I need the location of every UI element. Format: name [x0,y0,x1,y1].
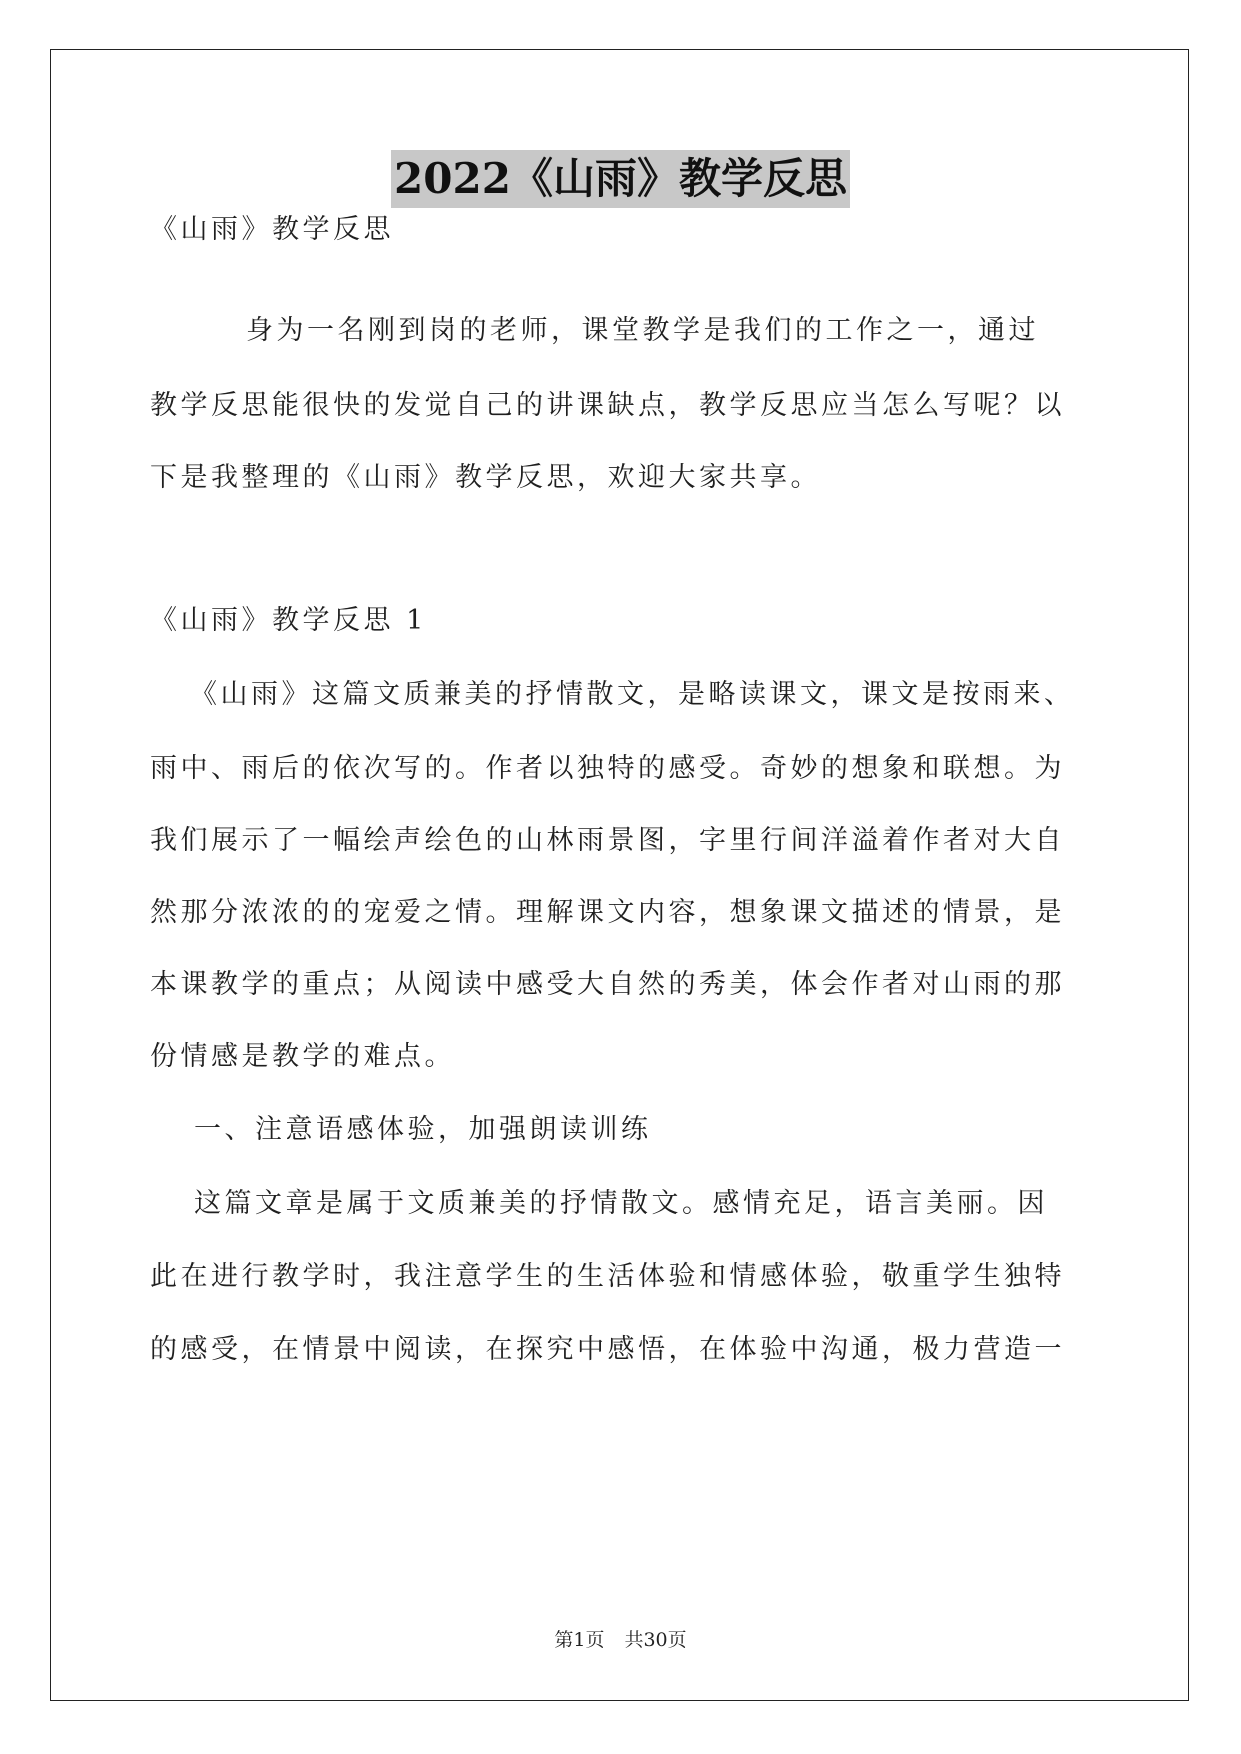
intro-line-2: 教学反思能很快的发觉自己的讲课缺点，教学反思应当怎么写呢？以 [150,390,1065,421]
intro-line-3: 下是我整理的《山雨》教学反思，欢迎大家共享。 [150,462,821,493]
intro-line-1: 身为一名刚到岗的老师，课堂教学是我们的工作之一，通过 [246,315,1039,346]
section1-line-5: 本课教学的重点；从阅读中感受大自然的秀美，体会作者对山雨的那 [150,969,1065,1000]
section1-line-4: 然那分浓浓的的宠爱之情。理解课文内容，想象课文描述的情景，是 [150,897,1065,928]
section1-line-3: 我们展示了一幅绘声绘色的山林雨景图，字里行间洋溢着作者对大自 [150,825,1065,856]
total-pages-label: 共30页 [624,1629,687,1651]
section1-line-1: 《山雨》这篇文质兼美的抒情散文，是略读课文，课文是按雨来、 [190,679,1075,710]
document-title-text: 2022《山雨》教学反思 [391,150,850,208]
document-subtitle: 《山雨》教学反思 [150,214,394,245]
section1-line-6: 份情感是教学的难点。 [150,1041,455,1072]
point1-line-3: 的感受，在情景中阅读，在探究中感悟，在体验中沟通，极力营造一 [150,1334,1065,1365]
document-title [0,150,1241,208]
point1-heading: 一、注意语感体验，加强朗读训练 [194,1114,652,1145]
section1-line-2: 雨中、雨后的依次写的。作者以独特的感受。奇妙的想象和联想。为 [150,753,1065,784]
page-number-label: 第1页 [554,1629,605,1651]
page-border [50,49,1189,1701]
page-footer [0,1628,1241,1652]
section1-heading: 《山雨》教学反思 1 [150,605,427,636]
point1-line-2: 此在进行教学时，我注意学生的生活体验和情感体验，敬重学生独特 [150,1261,1065,1292]
point1-line-1: 这篇文章是属于文质兼美的抒情散文。感情充足，语言美丽。因 [194,1188,1048,1219]
